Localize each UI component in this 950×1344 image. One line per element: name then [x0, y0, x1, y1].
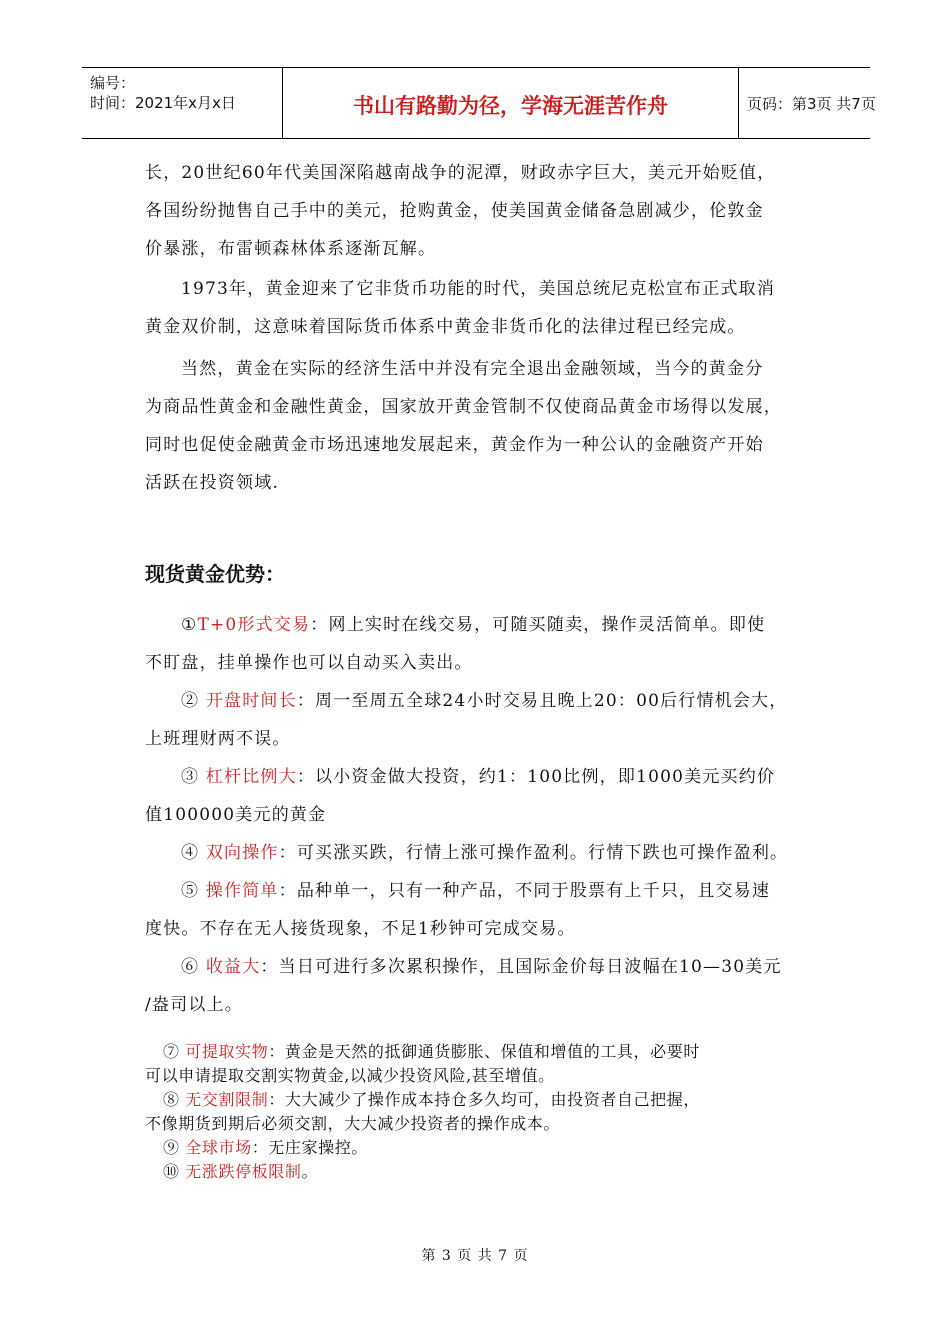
item-text: 。: [301, 1162, 319, 1181]
item-title: 收益大: [205, 957, 261, 977]
item-title: 全球市场: [185, 1138, 252, 1157]
item-number: ⑨: [163, 1138, 186, 1157]
advantage-item: [145, 948, 825, 1024]
item-number: ⑦: [163, 1042, 186, 1061]
item-title: 可提取实物: [185, 1042, 269, 1061]
motto: 书山有路勤为径，学海无涯苦作舟: [353, 94, 668, 118]
item-text-continued: 可以申请提取交割实物黄金,以减少投资风险,甚至增值。: [145, 1066, 555, 1085]
advantage-item: [145, 1040, 845, 1088]
item-text-continued: 不像期货到期后必须交割，大大减少投资者的操作成本。: [145, 1114, 561, 1133]
advantage-item: [145, 682, 825, 758]
item-text: ：无庄家操控。: [251, 1138, 368, 1157]
page-header: [82, 67, 876, 139]
advantage-item: [145, 1160, 845, 1184]
page-info: 页码：第3页 共7页: [747, 95, 876, 113]
item-number: ②: [181, 691, 206, 711]
item-title: 双向操作: [205, 843, 279, 863]
item-number: ①: [181, 615, 198, 635]
item-text-continued: 上班理财两不误。: [145, 729, 291, 749]
advantage-item: [145, 834, 825, 872]
text-line: 当然，黄金在实际的经济生活中并没有完全退出金融领域，当今的黄金分: [181, 359, 764, 379]
page-footer: 第 3 页 共 7 页: [421, 1248, 529, 1264]
item-title: T+0形式交易: [197, 615, 311, 635]
advantage-item: [145, 606, 825, 682]
item-text: ：网上实时在线交易，可随买随卖，操作灵活简单。即使: [310, 615, 766, 635]
intro-paragraph-2: [145, 270, 815, 346]
item-text: ：大大减少了操作成本持仓多久均可，由投资者自己把握，: [268, 1090, 700, 1109]
item-text: ：以小资金做大投资，约1：100比例，即1000美元买约价: [296, 767, 776, 787]
item-title: 操作简单: [205, 881, 279, 901]
advantage-item: [145, 1136, 845, 1160]
header-page-cell: [737, 68, 876, 138]
text-line: 价暴涨，布雷顿森林体系逐渐瓦解。: [145, 239, 437, 259]
advantage-item: [145, 872, 825, 948]
item-title: 无交割限制: [185, 1090, 269, 1109]
item-number: ⑤: [181, 881, 206, 901]
advantages-list: [145, 606, 825, 1024]
advantage-item: [145, 1088, 845, 1136]
advantage-item: [145, 758, 825, 834]
number-label: 编号：: [90, 74, 136, 92]
item-title: 杠杆比例大: [205, 767, 297, 787]
item-text: ：当日可进行多次累积操作，且国际金价每日波幅在10—30美元: [260, 957, 782, 977]
item-number: ⑧: [163, 1090, 186, 1109]
header-motto-cell: [282, 68, 739, 138]
text-line: 活跃在投资领域.: [145, 473, 280, 493]
header-meta: [82, 68, 282, 138]
item-number: ⑥: [181, 957, 206, 977]
item-text-continued: 度快。不存在无人接货现象，不足1秒钟可完成交易。: [145, 919, 576, 939]
item-title: 无涨跌停板限制: [185, 1162, 302, 1181]
item-text: ：可买涨买跌，行情上涨可操作盈利。行情下跌也可操作盈利。: [278, 843, 789, 863]
text-line: 各国纷纷抛售自己手中的美元，抢购黄金，使美国黄金储备急剧减少，伦敦金: [145, 201, 764, 221]
section-title: 现货黄金优势：: [145, 562, 285, 586]
item-text-continued: /盎司以上。: [145, 995, 243, 1015]
text-line: 为商品性黄金和金融性黄金，国家放开黄金管制不仅使商品黄金市场得以发展，: [145, 397, 782, 417]
time-label: 时间：2021年x月x日: [90, 94, 236, 112]
item-text: ：品种单一，只有一种产品，不同于股票有上千只，且交易速: [278, 881, 771, 901]
intro-paragraph-3: [145, 350, 815, 502]
text-line: 同时也促使金融黄金市场迅速地发展起来，黄金作为一种公认的金融资产开始: [145, 435, 764, 455]
item-text-continued: 值100000美元的黄金: [145, 805, 327, 825]
extra-advantages-list: [145, 1040, 845, 1184]
item-text-continued: 不盯盘，挂单操作也可以自动买入卖出。: [145, 653, 473, 673]
item-number: ⑩: [163, 1162, 186, 1181]
intro-paragraph-1: [145, 154, 815, 268]
item-title: 开盘时间长: [205, 691, 297, 711]
text-line: 1973年，黄金迎来了它非货币功能的时代，美国总统尼克松宣布正式取消: [181, 279, 776, 299]
item-text: ：黄金是天然的抵御通货膨胀、保值和增值的工具，必要时: [268, 1042, 700, 1061]
item-number: ④: [181, 843, 206, 863]
item-text: ：周一至周五全球24小时交易且晚上20：00后行情机会大，: [296, 691, 788, 711]
text-line: 黄金双价制，这意味着国际货币体系中黄金非货币化的法律过程已经完成。: [145, 317, 746, 337]
text-line: 长，20世纪60年代美国深陷越南战争的泥潭，财政赤字巨大，美元开始贬值，: [145, 163, 776, 183]
item-number: ③: [181, 767, 206, 787]
